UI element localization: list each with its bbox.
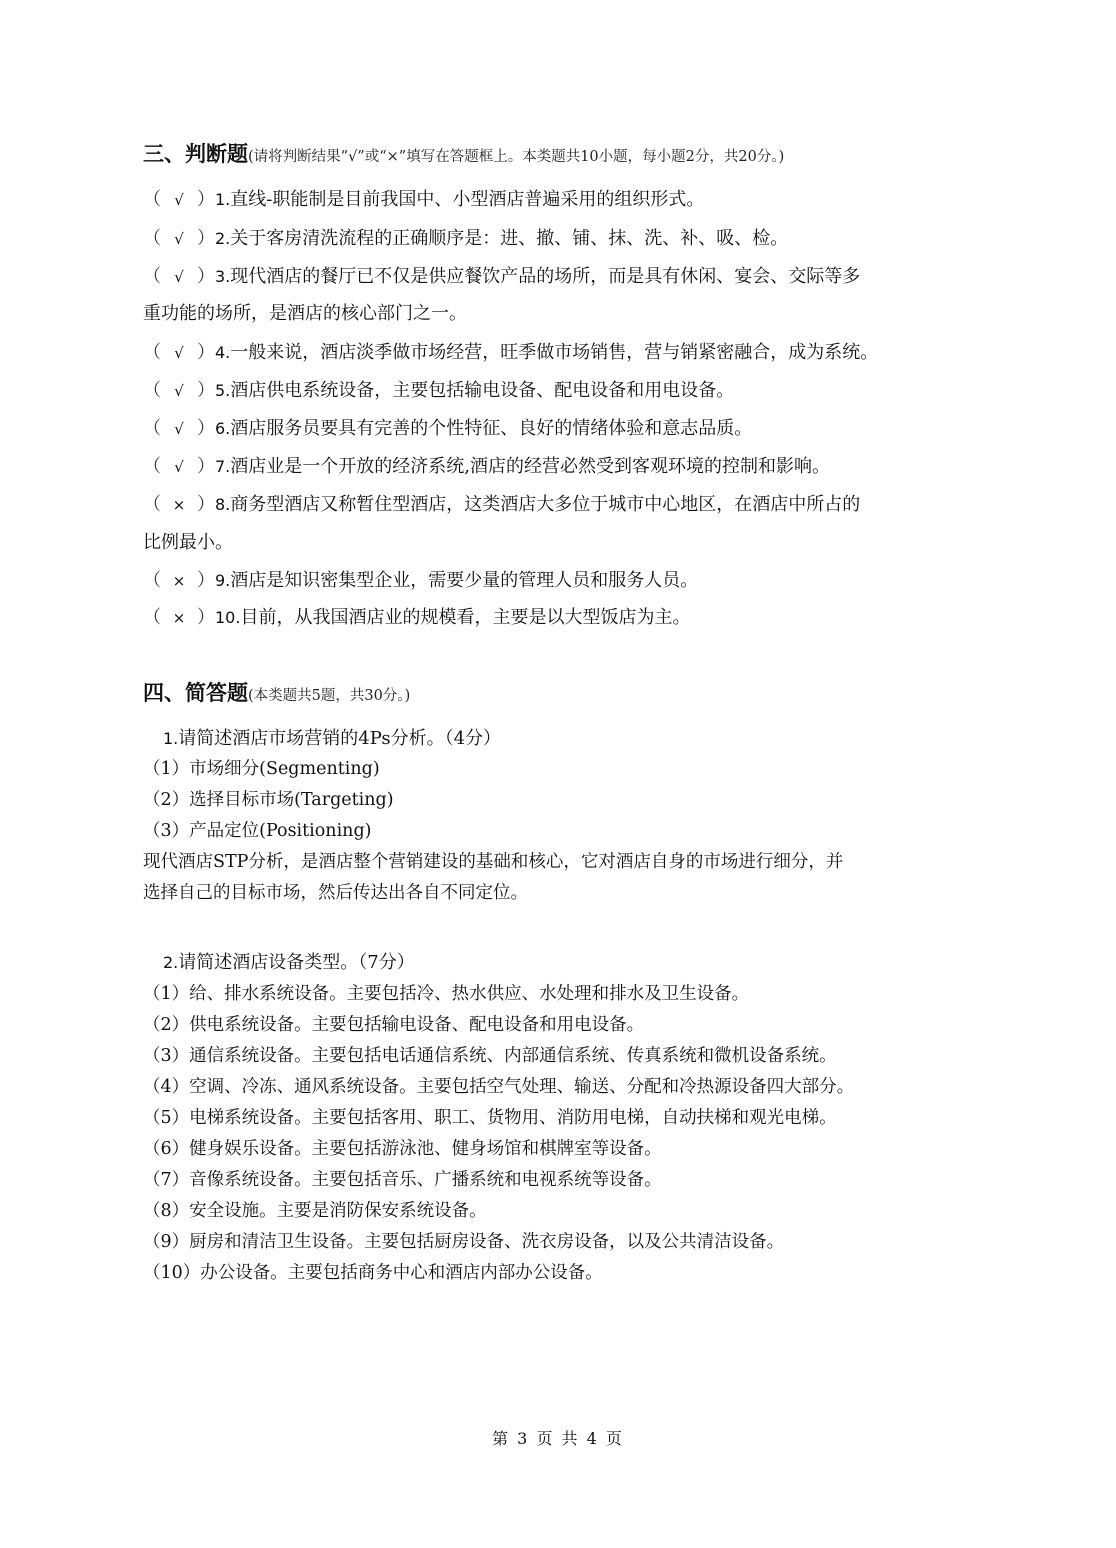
- section-3-note: (请将判断结果“√”或“×”填写在答题框上。本类题共10小题，每小题2分，共20分。): [248, 149, 785, 165]
- answer-mark: ×: [172, 496, 186, 514]
- section-3-title: 三、判断题: [143, 142, 248, 166]
- answer-paragraph: 选择自己的目标市场，然后传达出各自不同定位。: [143, 883, 528, 903]
- answer-mark: √: [174, 230, 184, 248]
- answer-mark: √: [174, 458, 184, 476]
- answer-mark: √: [174, 191, 184, 209]
- answer-paragraph: 现代酒店STP分析，是酒店整个营销建设的基础和核心，它对酒店自身的市场进行细分，并: [143, 852, 844, 872]
- tf-item: （ √ ）5.酒店供电系统设备，主要包括输电设备、配电设备和用电设备。: [143, 380, 735, 401]
- section-4-note: (本类题共5题，共30分。): [248, 688, 411, 704]
- answer-item: （2）选择目标市场(Targeting): [143, 790, 394, 810]
- tf-item-text: 酒店是知识密集型企业，需要少量的管理人员和服务人员。: [230, 570, 699, 591]
- page-footer: 第 3 页 共 4 页: [492, 1429, 624, 1448]
- tf-item-text: 商务型酒店又称暂住型酒店，这类酒店大多位于城市中心地区，在酒店中所占的: [230, 494, 861, 515]
- answer-mark: √: [174, 268, 184, 286]
- answer-item: （5）电梯系统设备。主要包括客用、职工、货物用、消防用电梯，自动扶梯和观光电梯。: [143, 1108, 837, 1128]
- tf-item-continuation: 重功能的场所，是酒店的核心部门之一。: [143, 303, 467, 324]
- answer-mark: √: [174, 382, 184, 400]
- tf-item-text: 酒店供电系统设备，主要包括输电设备、配电设备和用电设备。: [230, 380, 735, 401]
- answer-item: （4）空调、冷冻、通风系统设备。主要包括空气处理、输送、分配和冷热源设备四大部分。: [143, 1077, 855, 1097]
- section-4-header: [143, 681, 410, 708]
- answer-item: （2）供电系统设备。主要包括输电设备、配电设备和用电设备。: [143, 1015, 645, 1035]
- tf-item: （ √ ）4.一般来说，酒店淡季做市场经营，旺季做市场销售，营与销紧密融合，成为系统。: [143, 342, 879, 363]
- question-1-title: 1.请简述酒店市场营销的4Ps分析。（4分）: [163, 728, 502, 749]
- section-4-title: 四、简答题: [143, 681, 248, 705]
- answer-item: （3）产品定位(Positioning): [143, 821, 372, 841]
- answer-item: （1）给、排水系统设备。主要包括冷、热水供应、水处理和排水及卫生设备。: [143, 984, 750, 1004]
- tf-item-text: 一般来说，酒店淡季做市场经营，旺季做市场销售，营与销紧密融合，成为系统。: [230, 342, 879, 363]
- tf-item-text: 关于客房清洗流程的正确顺序是：进、撤、铺、抹、洗、补、吸、检。: [230, 228, 789, 249]
- tf-item: （ √ ）7.酒店业是一个开放的经济系统,酒店的经营必然受到客观环境的控制和影响。: [143, 456, 830, 477]
- section-3-header: [143, 142, 784, 169]
- answer-item: （6）健身娱乐设备。主要包括游泳池、健身场馆和棋牌室等设备。: [143, 1139, 662, 1159]
- answer-item: （9）厨房和清洁卫生设备。主要包括厨房设备、洗衣房设备，以及公共清洁设备。: [143, 1232, 785, 1252]
- question-2-title: 2.请简述酒店设备类型。（7分）: [163, 952, 415, 973]
- tf-item: （ √ ）3.现代酒店的餐厅已不仅是供应餐饮产品的场所，而是具有休闲、宴会、交际等多: [143, 266, 861, 287]
- answer-item: （1）市场细分(Segmenting): [143, 759, 380, 779]
- tf-item-text: 直线-职能制是目前我国中、小型酒店普遍采用的组织形式。: [230, 189, 705, 210]
- answer-mark: ×: [172, 609, 186, 627]
- tf-item: （ √ ）6.酒店服务员要具有完善的个性特征、良好的情绪体验和意志品质。: [143, 418, 753, 439]
- answer-item: （8）安全设施。主要是消防保安系统设备。: [143, 1201, 487, 1221]
- tf-item-text: 酒店服务员要具有完善的个性特征、良好的情绪体验和意志品质。: [230, 418, 753, 439]
- tf-item: （ × ）9.酒店是知识密集型企业，需要少量的管理人员和服务人员。: [143, 570, 699, 591]
- tf-item-text: 目前，从我国酒店业的规模看，主要是以大型饭店为主。: [240, 607, 691, 628]
- tf-item: （ √ ）1.直线-职能制是目前我国中、小型酒店普遍采用的组织形式。: [143, 189, 705, 210]
- answer-item: （3）通信系统设备。主要包括电话通信系统、内部通信系统、传真系统和微机设备系统。: [143, 1046, 837, 1066]
- answer-item: （10）办公设备。主要包括商务中心和酒店内部办公设备。: [143, 1263, 603, 1283]
- answer-mark: √: [174, 420, 184, 438]
- answer-mark: √: [174, 344, 184, 362]
- tf-item-text: 现代酒店的餐厅已不仅是供应餐饮产品的场所，而是具有休闲、宴会、交际等多: [230, 266, 861, 287]
- tf-item: （ √ ）2.关于客房清洗流程的正确顺序是：进、撤、铺、抹、洗、补、吸、检。: [143, 228, 789, 249]
- answer-item: （7）音像系统设备。主要包括音乐、广播系统和电视系统等设备。: [143, 1170, 662, 1190]
- tf-item: （ × ）8.商务型酒店又称暂住型酒店，这类酒店大多位于城市中心地区，在酒店中所占的: [143, 494, 861, 515]
- tf-item-continuation: 比例最小。: [143, 532, 233, 553]
- answer-mark: ×: [172, 572, 186, 590]
- tf-item: （ × ）10.目前，从我国酒店业的规模看，主要是以大型饭店为主。: [143, 607, 691, 628]
- tf-item-text: 酒店业是一个开放的经济系统,酒店的经营必然受到客观环境的控制和影响。: [230, 456, 830, 477]
